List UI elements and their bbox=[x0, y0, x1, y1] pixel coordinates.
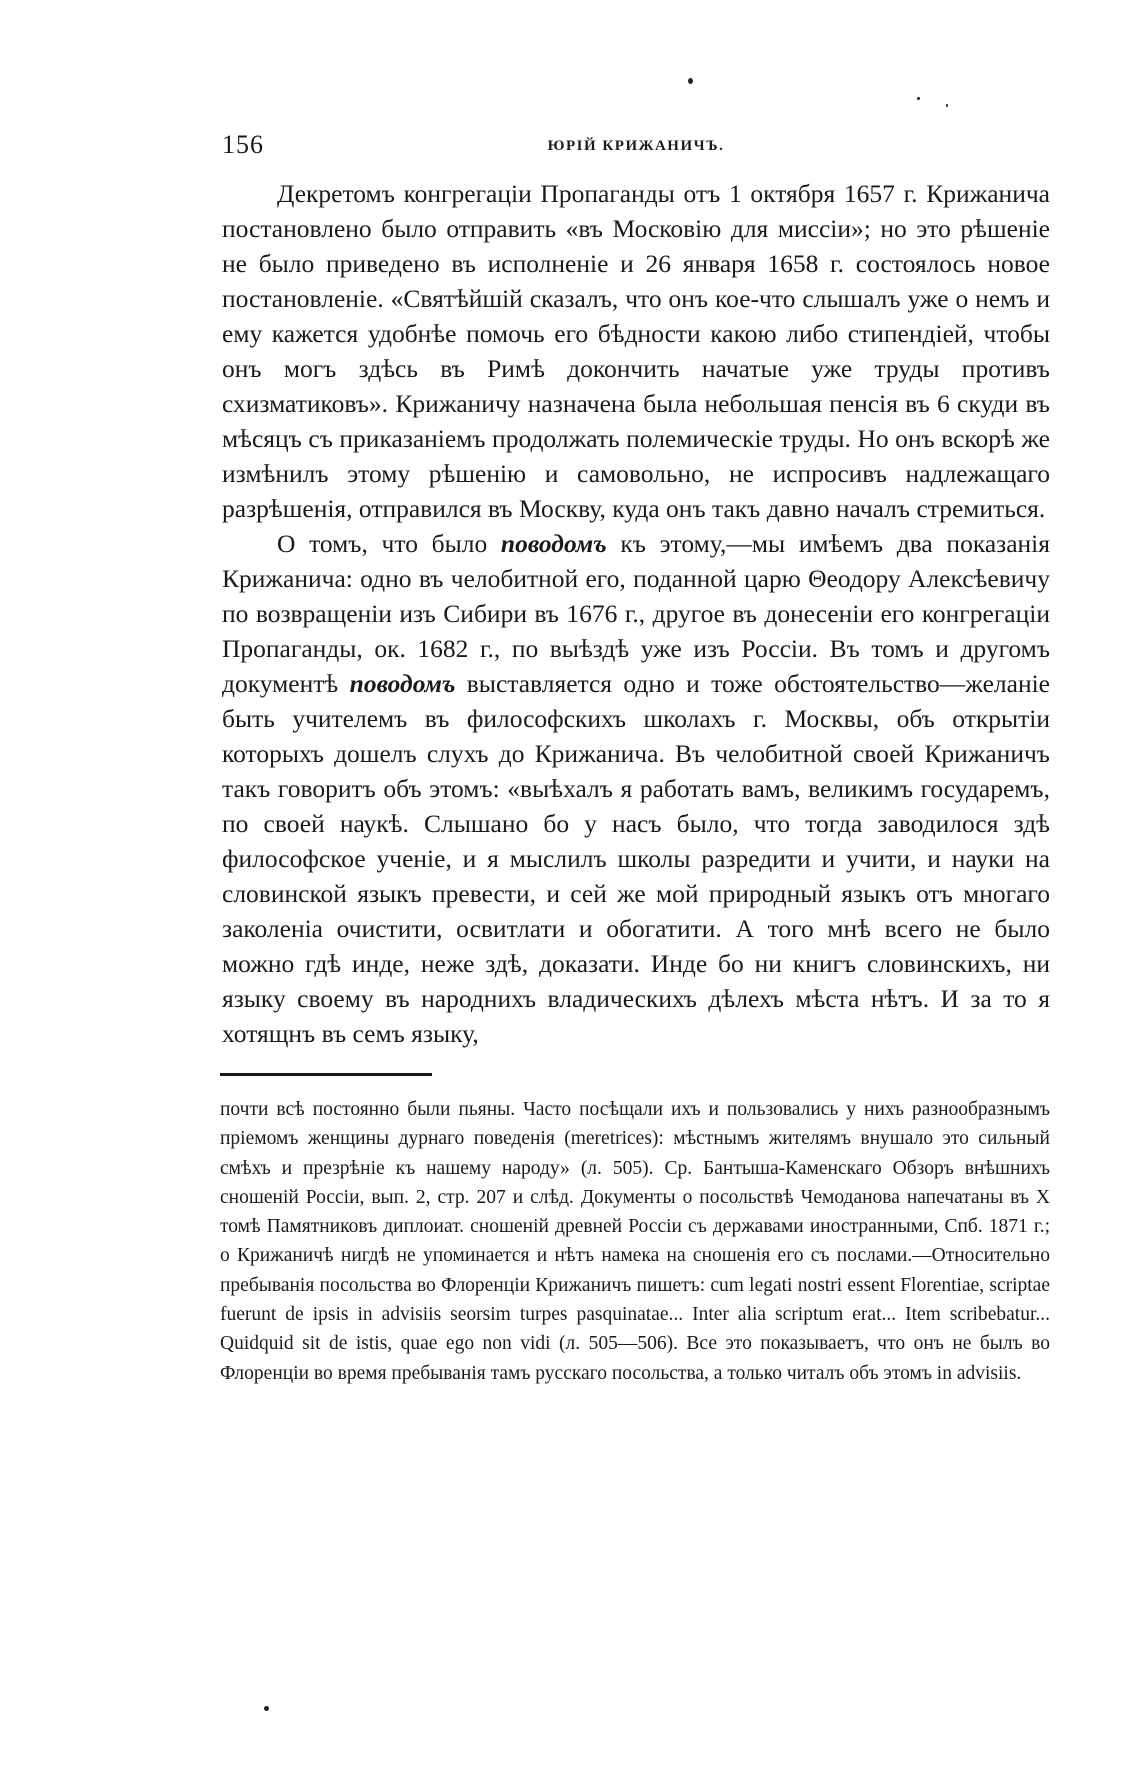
emphasis: поводомъ bbox=[349, 669, 456, 698]
ink-speck bbox=[264, 1706, 269, 1711]
ink-speck bbox=[946, 104, 948, 107]
paragraph: Декретомъ конгрегаціи Пропаганды отъ 1 октября 1657 г. Крижанича постановлено было отправить «въ Московію для миссіи»; но это рѣшеніе не было приведено въ исполненіе и 26 января 1658 г. состоялось новое постановленіе. «Святѣйшій сказалъ, что онъ кое-что слышалъ уже о немъ и ему кажется удобнѣе помочь его бѣдности какою либо стипендіей, чтобы онъ могъ здѣсь въ Римѣ докончить начатые уже труды противъ схизматиковъ». Крижаничу назначена была небольшая пенсія въ 6 скуди въ мѣсяцъ съ приказаніемъ продолжать полемическіе труды. Но онъ вскорѣ же измѣнилъ этому рѣшенію и самовольно, не испросивъ надлежащаго разрѣшенія, отправился въ Москву, куда онъ такъ давно началъ стремиться. bbox=[222, 179, 1050, 523]
ink-speck bbox=[688, 78, 693, 84]
footnote bbox=[220, 1095, 1050, 1388]
footnote-divider bbox=[220, 1073, 432, 1076]
ink-speck bbox=[917, 97, 920, 100]
running-title: ЮРІЙ КРИЖАНИЧЪ. bbox=[547, 138, 725, 154]
page-header bbox=[222, 130, 1050, 170]
paragraph bbox=[222, 526, 1050, 1051]
emphasis: поводомъ bbox=[500, 529, 607, 558]
text-run: выставляется одно и тоже обстоятельство—желаніе быть учителемъ въ философскихъ школахъ г. Москвы, объ открытіи которыхъ дошелъ слухъ до Крижанича. Въ челобитной своей Крижаничъ такъ говоритъ объ этомъ: «выѣхалъ я работать вамъ, великимъ государемъ, по своей наукѣ. Слышано бо у насъ было, что тогда заводилося здѣ философское ученіе, и я мыслилъ школы разредити и учити, и науки на словинской языкъ превести, и сей же мой природный языкъ отъ многаго заколеніа очистити, освитлати и обогатити. А того мнѣ всего не было можно гдѣ инде, неже здѣ, доказати. Инде бо ни книгъ словинскихъ, ни языку своему въ народнихъ владическихъ дѣлехъ мѣста нѣтъ. И за то я хотящнъ въ семъ языку, bbox=[222, 669, 1050, 1048]
footnote-text: почти всѣ постоянно были пьяны. Часто посѣщали ихъ и пользовались у нихъ разнообразнымъ пріемомъ женщины дурнаго поведенія (meretrices): мѣстнымъ жителямъ внушало это сильный смѣхъ и презрѣніе къ нашему народу» (л. 505). Ср. Бантыша-Каменскаго Обзоръ внѣшнихъ сношеній Россіи, вып. 2, стр. 207 и слѣд. Документы о посольствѣ Чемоданова напечатаны въ X томѣ Памятниковъ диплоиат. сношеній древней Россіи съ державами иностранными, Спб. 1871 г.; о Крижаничѣ нигдѣ не упоминается и нѣтъ намека на сношенія его съ послами.—Относительно пребыванія посольства во Флоренціи Крижаничъ пишетъ: cum legati nostri essent Florentiae, scriptae fuerunt de ipsis in advisiis seorsim turpes pasquinatae... Inter alia scriptum erat... Item scribebatur... Quidquid sit de istis, quae ego non vidi (л. 505—506). Все это показываетъ, что онъ не былъ во Флоренціи во время пребыванія тамъ русскаго посольства, а только читалъ объ этомъ in advisiis. bbox=[220, 1099, 1050, 1384]
text-run: къ этому,—мы имѣемъ два показанія Крижанича: одно въ челобитной его, поданной царю Θеодору Алексѣевичу по возвращеніи изъ Сибири въ 1676 г., другое въ донесеніи его конгрегаціи Пропаганды, ок. 1682 г., по выѣздѣ уже изъ Россіи. Въ томъ и другомъ документѣ bbox=[222, 529, 1050, 698]
page-number: 156 bbox=[222, 130, 264, 159]
text-run: О томъ, что было bbox=[277, 529, 501, 558]
main-text bbox=[222, 176, 1050, 1051]
